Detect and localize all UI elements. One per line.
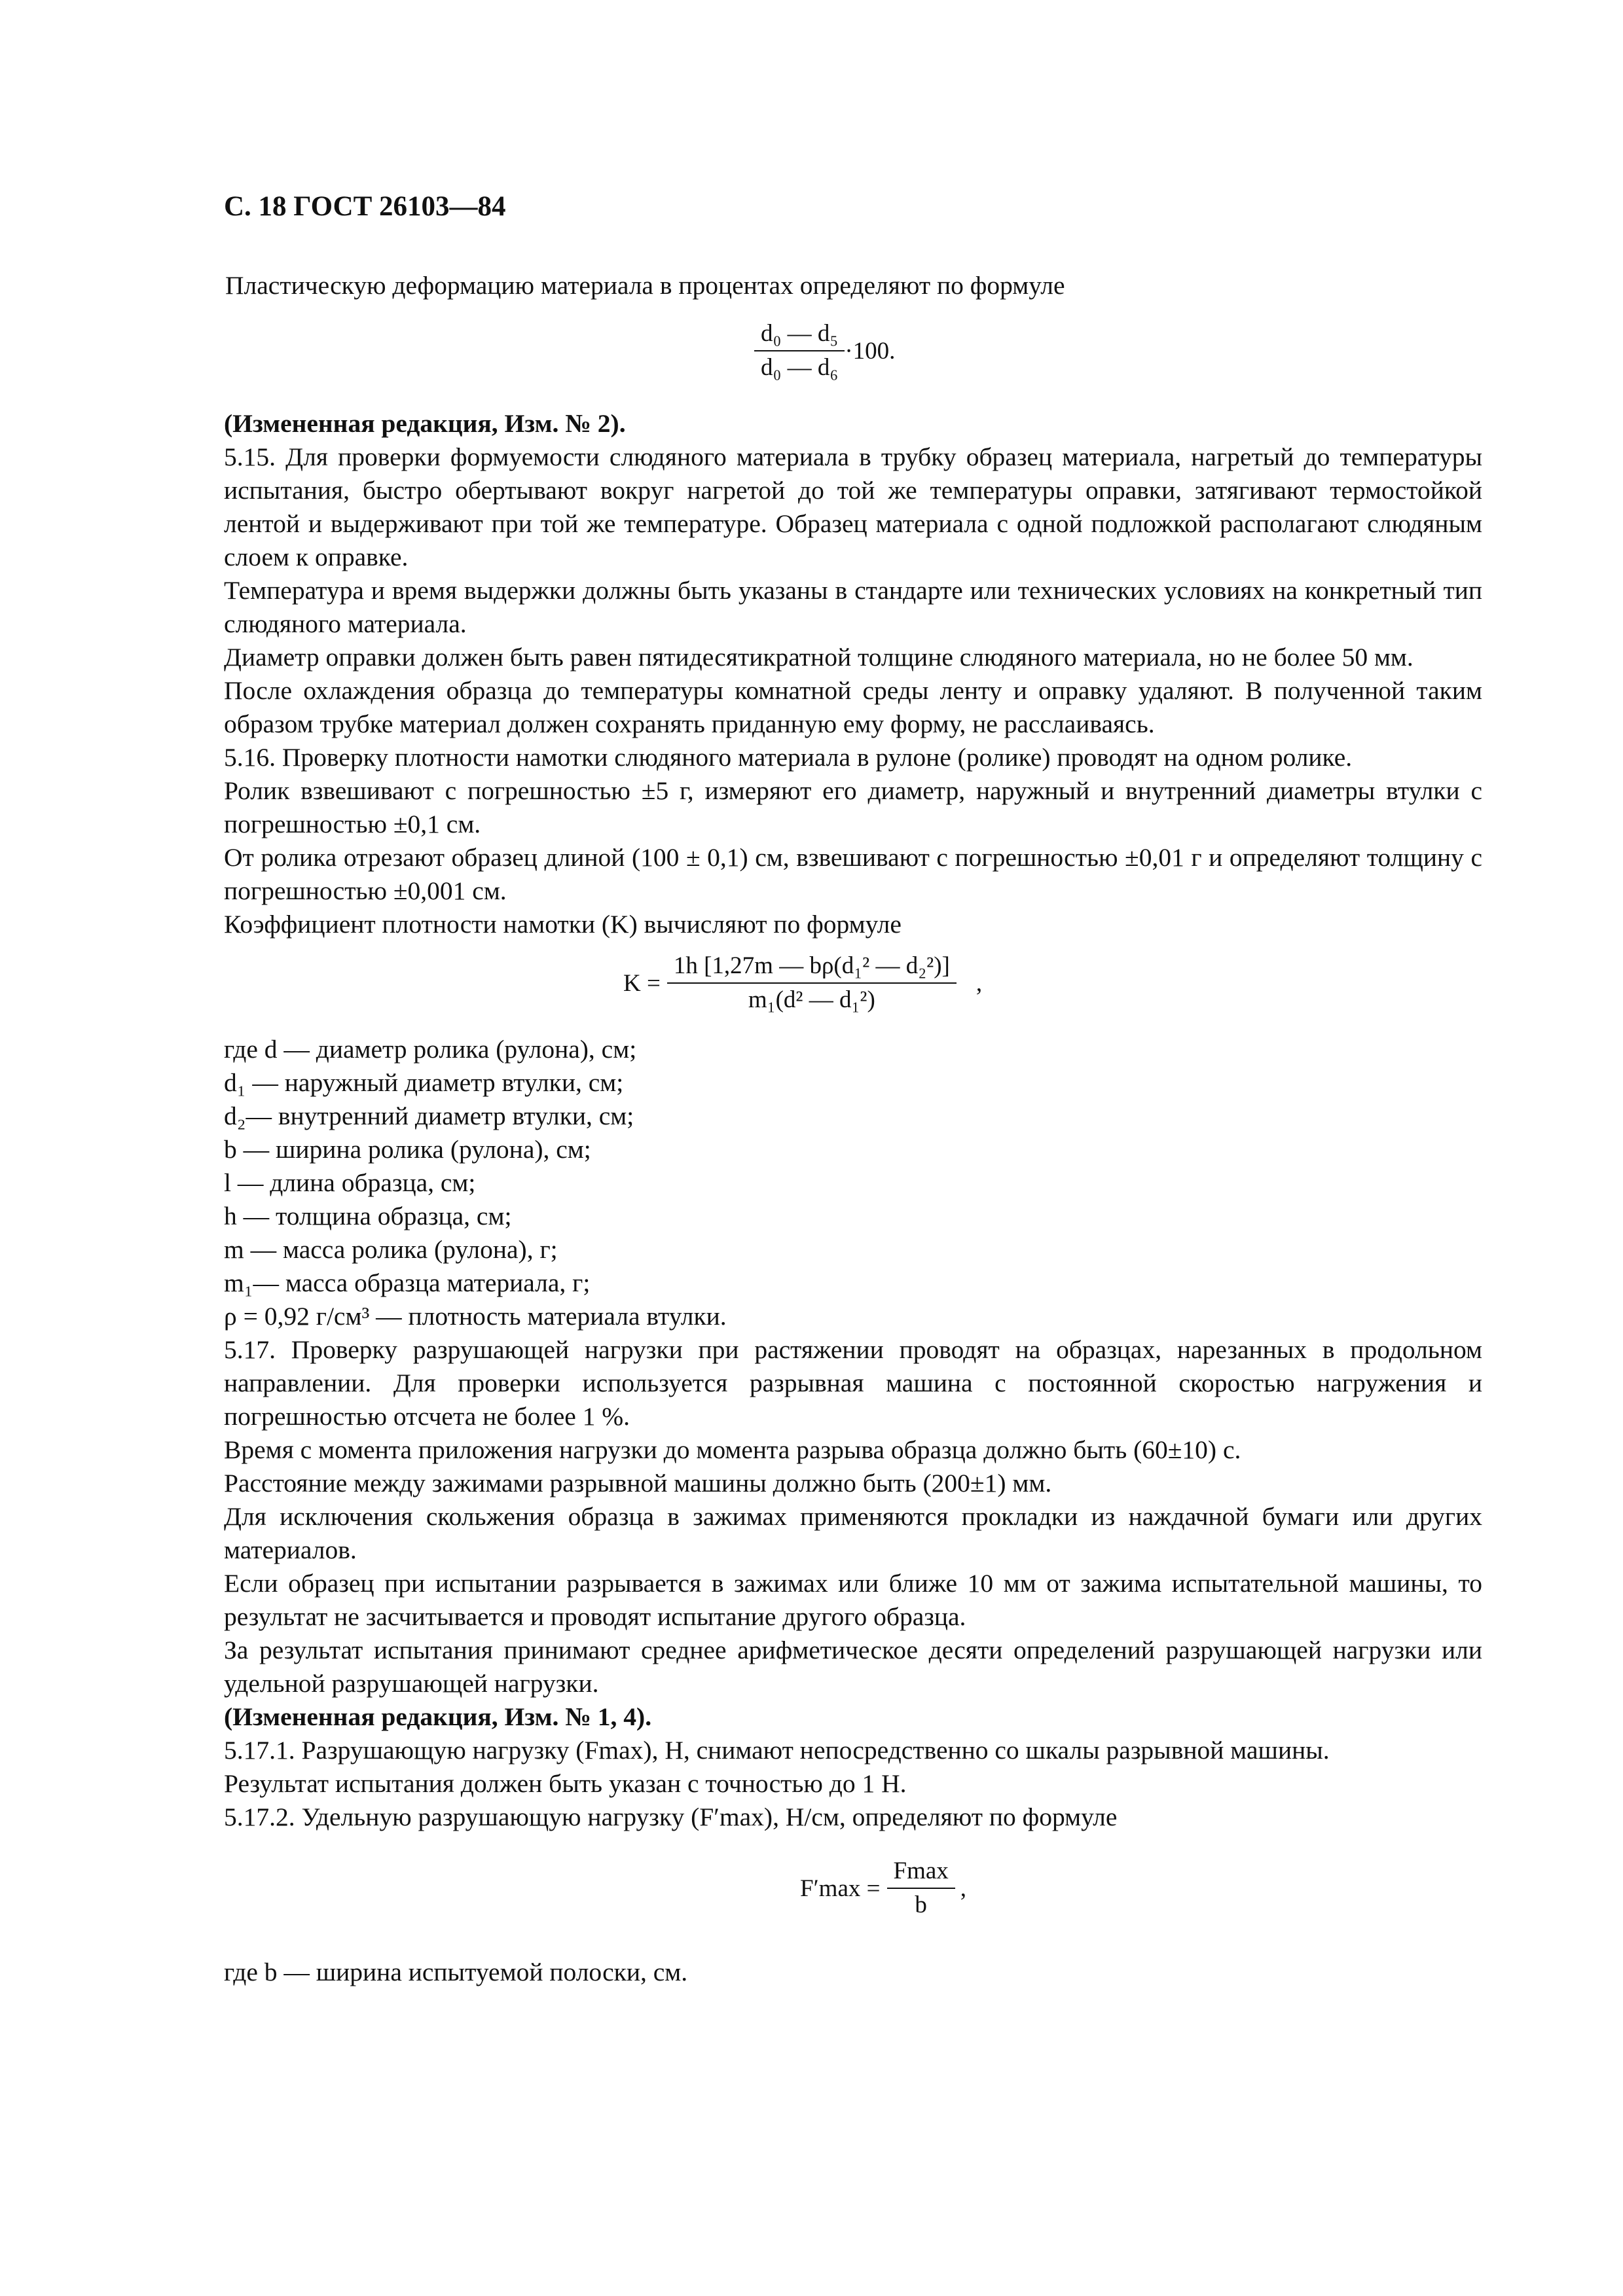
definition-item: d₂— внутренний диаметр втулки, см;	[224, 1102, 634, 1130]
paragraph-after-cooling: После охлаждения образца до температуры комнатной среды ленту и оправку удаляют. В полученной таким образом трубке материал должен сохранять приданную ему форму, не расслаиваясь.	[224, 676, 1482, 738]
formula1-numerator: d₀ — d₅	[754, 319, 845, 351]
formula-specific-breaking-load	[800, 1852, 1482, 1924]
document-page	[224, 190, 1482, 1989]
formula2-numerator: 1h [1,27m — bρ(d₁² — d₂²)]	[667, 951, 957, 984]
page-header: С. 18 ГОСТ 26103—84	[224, 191, 506, 222]
definition-item: d₁ — наружный диаметр втулки, см;	[224, 1068, 624, 1097]
formula2-tail: ,	[976, 969, 983, 997]
formula3-numerator: Fmax	[887, 1856, 955, 1889]
formula3-denominator: b	[915, 1892, 927, 1918]
definition-item: b — ширина ролика (рулона), см;	[224, 1135, 591, 1164]
formula-plastic-deformation	[754, 312, 1482, 390]
paragraph-sample-cut: От ролика отрезают образец длиной (100 ± 0,1) см, взвешивают с погрешностью ±0,01 г и определяют толщину с погрешностью ±0,001 см.	[224, 843, 1482, 905]
paragraph-coefficient: Коэффициент плотности намотки (K) вычисляют по формуле	[224, 910, 902, 939]
definition-item: где d — диаметр ролика (рулона), см;	[224, 1035, 637, 1064]
formula2-lhs: K =	[623, 969, 661, 997]
paragraph-mandrel-diameter: Диаметр оправки должен быть равен пятидесятикратной толщине слюдяного материала, но не более 50 мм.	[224, 643, 1413, 672]
definition-item: m — масса ролика (рулона), г;	[224, 1235, 558, 1264]
definitions-list	[224, 1033, 1482, 1333]
paragraph-5-17-2: 5.17.2. Удельную разрушающую нагрузку (F′max), Н/см, определяют по формуле	[224, 1803, 1118, 1831]
formula2-fraction	[667, 951, 957, 1015]
paragraph-test-result: За результат испытания принимают среднее арифметическое десяти определений разрушающей нагрузки или удельной разрушающей нагрузки.	[224, 1636, 1482, 1698]
paragraph-where-b: где b — ширина испытуемой полоски, см.	[224, 1958, 688, 1986]
definition-item: ρ = 0,92 г/см³ — плотность материала втулки.	[224, 1302, 727, 1331]
paragraph-clamp-distance: Расстояние между зажимами разрывной машины должно быть (200±1) мм.	[224, 1469, 1052, 1498]
paragraph-slip-prevention: Для исключения скольжения образца в зажимах применяются прокладки из наждачной бумаги или других материалов.	[224, 1502, 1482, 1564]
formula3-lhs: F′max =	[800, 1874, 881, 1902]
paragraph-result-accuracy: Результат испытания должен быть указан с точностью до 1 Н.	[224, 1769, 907, 1798]
paragraph-roll-weighing: Ролик взвешивают с погрешностью ±5 г, измеряют его диаметр, наружный и внутренний диаметры втулки с погрешностью ±0,1 см.	[224, 776, 1482, 838]
formula1-fraction	[754, 319, 845, 383]
paragraph-5-16: 5.16. Проверку плотности намотки слюдяного материала в рулоне (ролике) проводят на одном ролике.	[224, 743, 1353, 772]
amendment-note-1-4: (Измененная редакция, Изм. № 1, 4).	[224, 1702, 652, 1731]
paragraph-5-17-1: 5.17.1. Разрушающую нагрузку (Fmax), Н, снимают непосредственно со шкалы разрывной машины.	[224, 1736, 1330, 1765]
formula3-fraction	[887, 1856, 955, 1920]
formula3-tail: ,	[960, 1874, 967, 1902]
paragraph-break-in-clamp: Если образец при испытании разрывается в зажимах или ближе 10 мм от зажима испытательной машины, то результат не засчитывается и проводят испытание другого образца.	[224, 1569, 1482, 1631]
definition-item: m₁— масса образца материала, г;	[224, 1268, 591, 1297]
definition-item: l — длина образца, см;	[224, 1168, 476, 1197]
formula1-tail: ·100.	[845, 337, 896, 365]
paragraph-load-time: Время с момента приложения нагрузки до момента разрыва образца должно быть (60±10) с.	[224, 1435, 1241, 1464]
amendment-note-2: (Измененная редакция, Изм. № 2).	[224, 409, 626, 438]
paragraph-temperature: Температура и время выдержки должны быть указаны в стандарте или технических условиях на конкретный тип слюдяного материала.	[224, 576, 1482, 638]
definition-item: h — толщина образца, см;	[224, 1202, 512, 1230]
formula1-denominator: d₀ — d₆	[761, 354, 839, 381]
formula-winding-density	[623, 945, 1482, 1021]
intro-paragraph	[224, 269, 1482, 302]
paragraph-5-15: 5.15. Для проверки формуемости слюдяного материала в трубку образец материала, нагретый до температуры испытания, быстро обертывают вокруг нагретой до той же температуры оправки, затягивают термостойкой лентой и выдерживают при той же температуре. Образец материала с одной подложкой располагают слюдяным слоем к оправке.	[224, 442, 1482, 571]
intro-text: Пластическую деформацию материала в процентах определяют по формуле	[225, 271, 1065, 300]
formula2-denominator: m₁(d² — d₁²)	[748, 986, 875, 1013]
paragraph-5-17: 5.17. Проверку разрушающей нагрузки при растяжении проводят на образцах, нарезанных в продольном направлении. Для проверки используется разрывная машина с постоянной скоростью нагружения и погрешностью отсчета не более 1 %.	[224, 1335, 1482, 1431]
